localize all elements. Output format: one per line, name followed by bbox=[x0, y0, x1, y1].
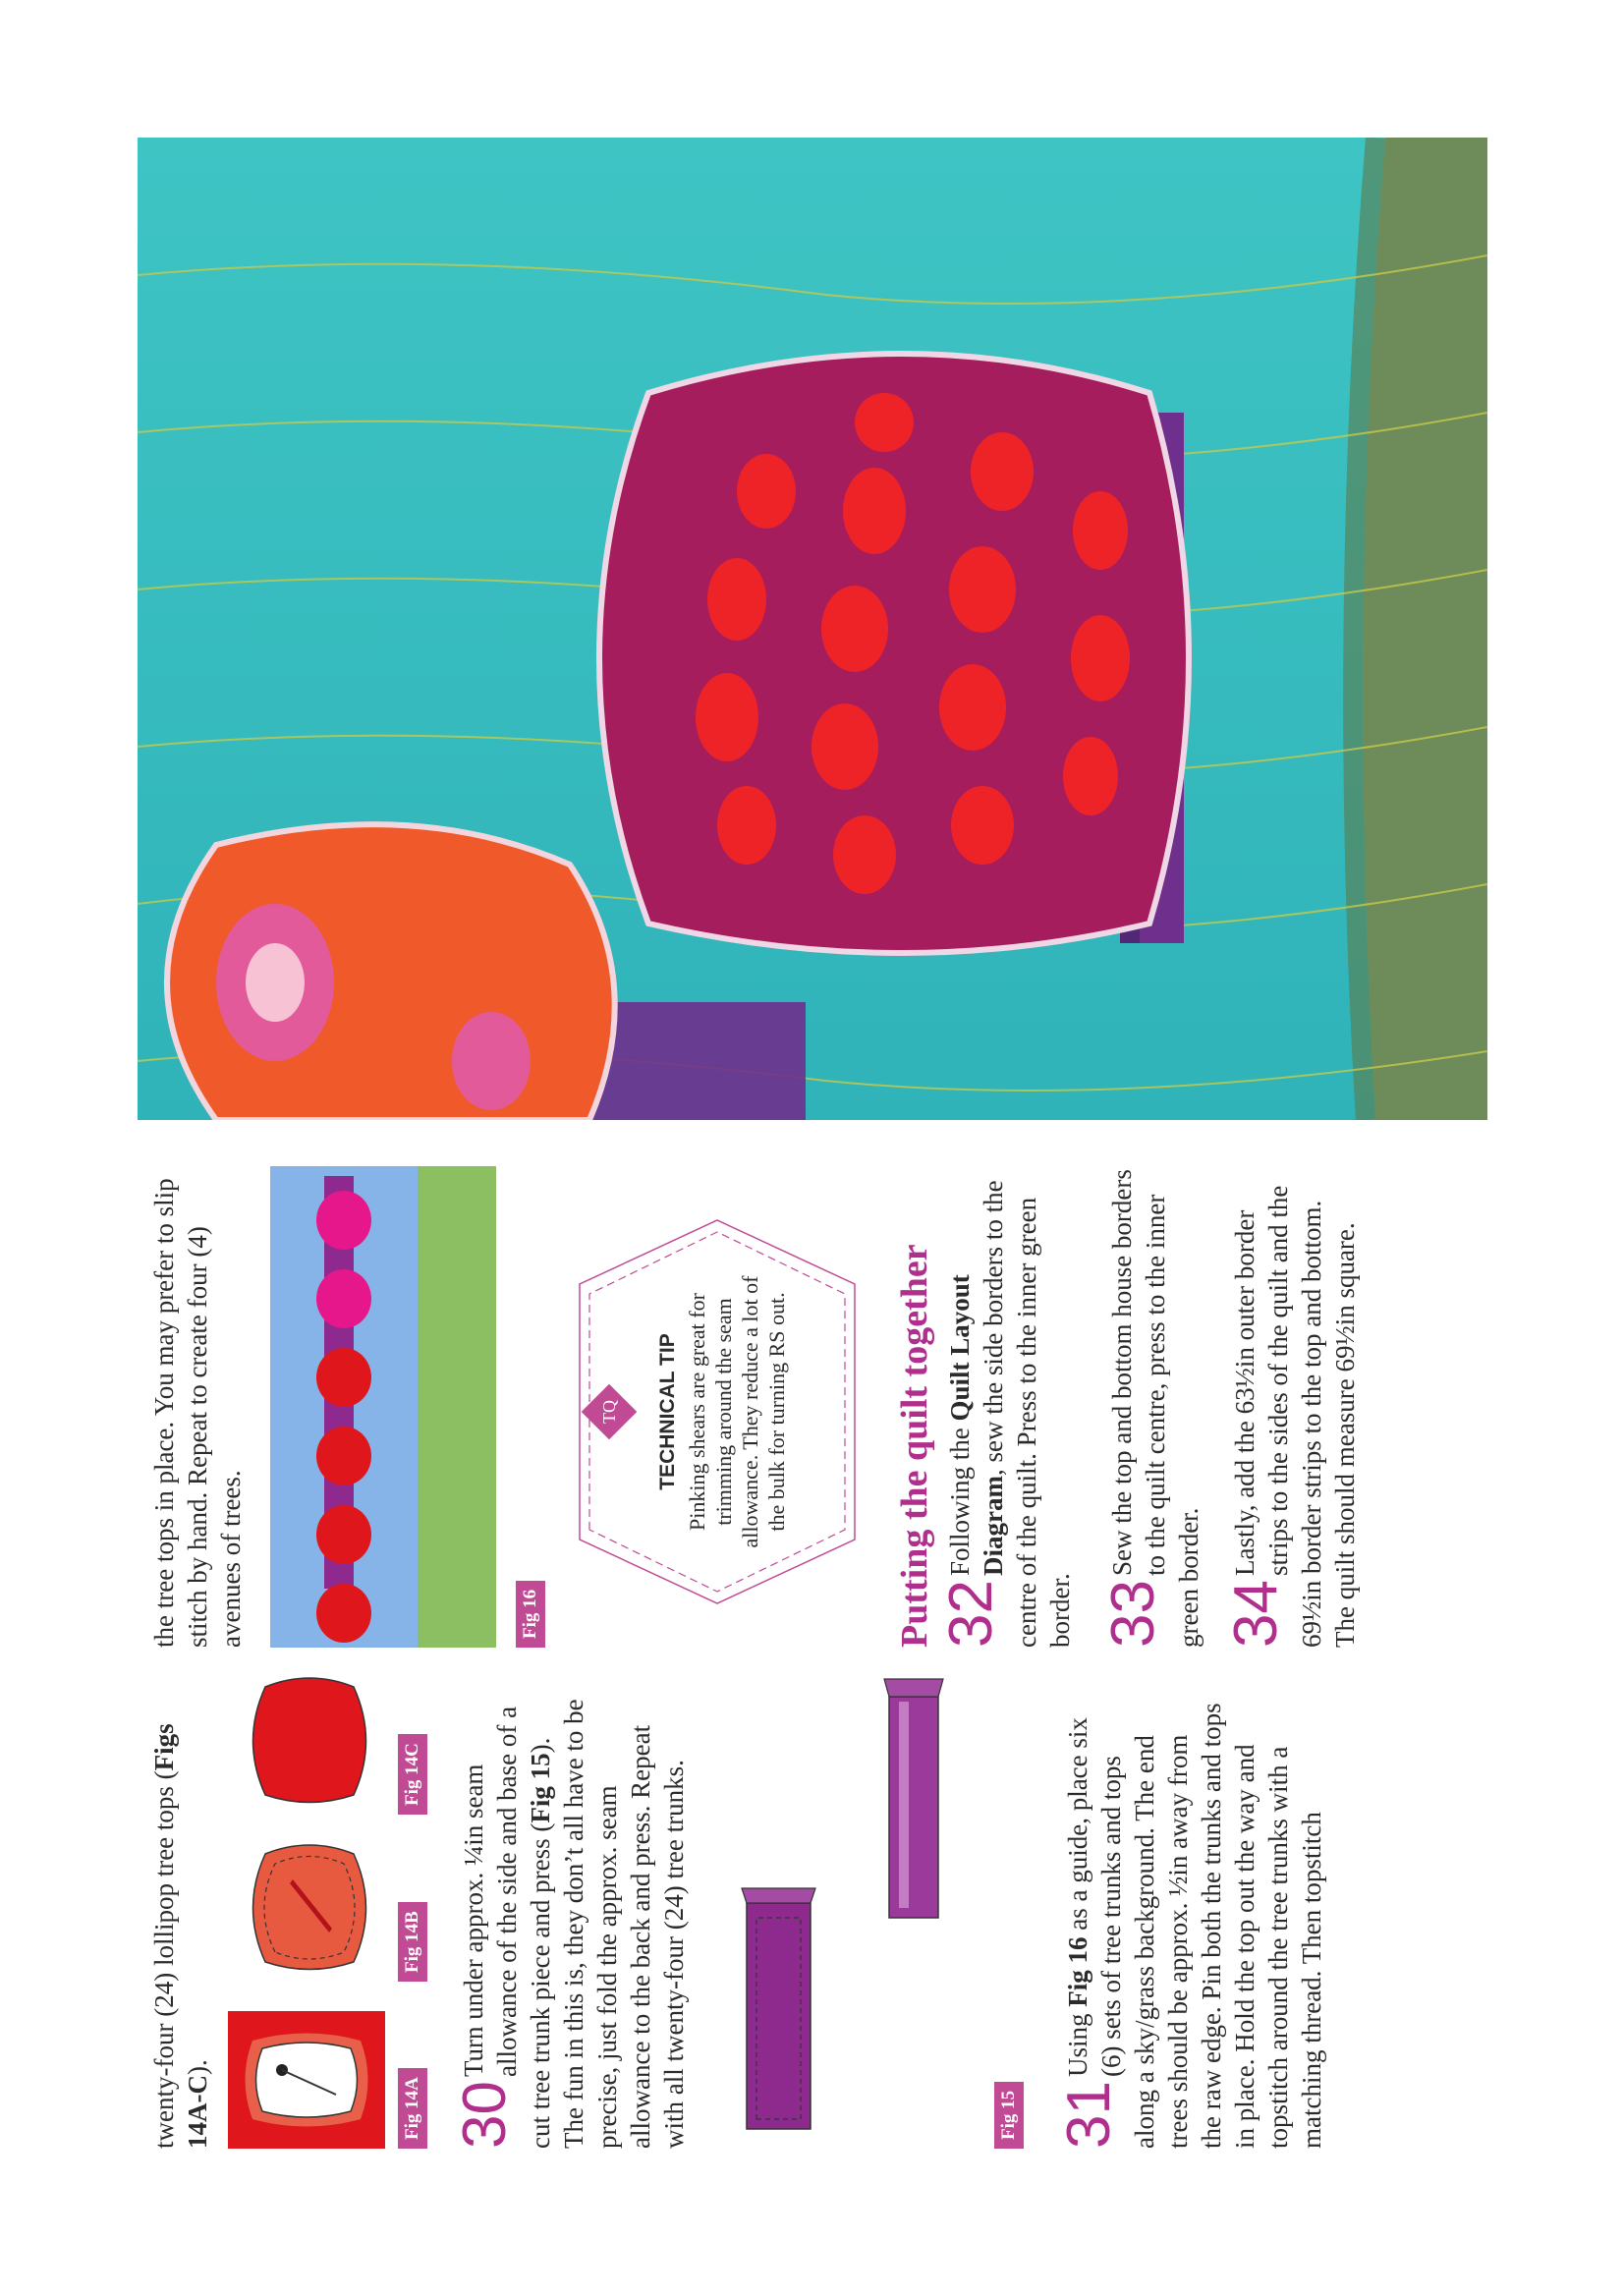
fig-15-illustration bbox=[722, 1677, 978, 2149]
fig-14c-label: Fig 14C bbox=[398, 1734, 427, 1815]
step-number: 33 bbox=[1099, 1580, 1167, 1648]
intro-text-col1: twenty-four (24) lollipop tree tops (Figs 14A-C). bbox=[149, 1723, 212, 2149]
fig-15-label: Fig 15 bbox=[994, 2082, 1024, 2149]
fig-14a-label: Fig 14A bbox=[398, 2068, 427, 2149]
fig-14a-illustration bbox=[228, 2011, 385, 2149]
step-30: 30 Turn under approx. ¼in seam allowance of the side and base of a cut tree trunk piece and press (Fig 15). The fun in this is, they don’t all have to be precise, just fold the approx. seam allowance to the back and press. Repeat with all twenty-four (24) tree trunks. bbox=[451, 1699, 689, 2149]
quilt-photo-art bbox=[138, 138, 1487, 1120]
step-32: 32 Following the Quilt Layout Diagram, sew the side borders to the centre of the quilt. Press to the inner green border. bbox=[937, 1180, 1075, 1648]
fig-14b-illustration bbox=[236, 1834, 383, 1982]
step-number: 32 bbox=[937, 1580, 1005, 1648]
step-number: 34 bbox=[1222, 1580, 1290, 1648]
tip-title: TECHNICAL TIP bbox=[656, 1333, 679, 1490]
section-title: Putting the quilt together bbox=[894, 1244, 935, 1648]
fig-14c-illustration bbox=[236, 1667, 383, 1815]
step-31: 31 Using Fig 16 as a guide, place six (6) sets of tree trunks and tops along a sky/grass background. The end trees should be approx. ½in away from the raw edge. Pin both the trunks and tops in place. Hold the top out the way and topstitch around the tree trunks with a matching thread. Then topstitch bbox=[1055, 1703, 1326, 2149]
fig-16-label: Fig 16 bbox=[516, 1581, 545, 1648]
step-33: 33 Sew the top and bottom house borders to the quilt centre, press to the inner green border. bbox=[1099, 1169, 1203, 1648]
step-34: 34 Lastly, add the 63½in outer border strips to the sides of the quilt and the 69½in border strips to the top and bottom. The quilt should measure 69½in square. bbox=[1222, 1185, 1360, 1648]
tq-logo-icon: TQ bbox=[582, 1384, 638, 1440]
fig-16-illustration bbox=[270, 1166, 496, 1648]
fig-14b-label: Fig 14B bbox=[398, 1902, 427, 1982]
tip-body: Pinking shears are great for trimming around the seam allowance. They reduce a lot of the bulk for turning RS out. bbox=[685, 1275, 789, 1548]
step-number: 30 bbox=[451, 2081, 519, 2149]
step-number: 31 bbox=[1055, 2081, 1123, 2149]
quilt-photo bbox=[138, 138, 1487, 1120]
intro-text-col2: the tree tops in place. You may prefer to slip stitch by hand. Repeat to create four (4) avenues of trees. bbox=[149, 1178, 246, 1648]
